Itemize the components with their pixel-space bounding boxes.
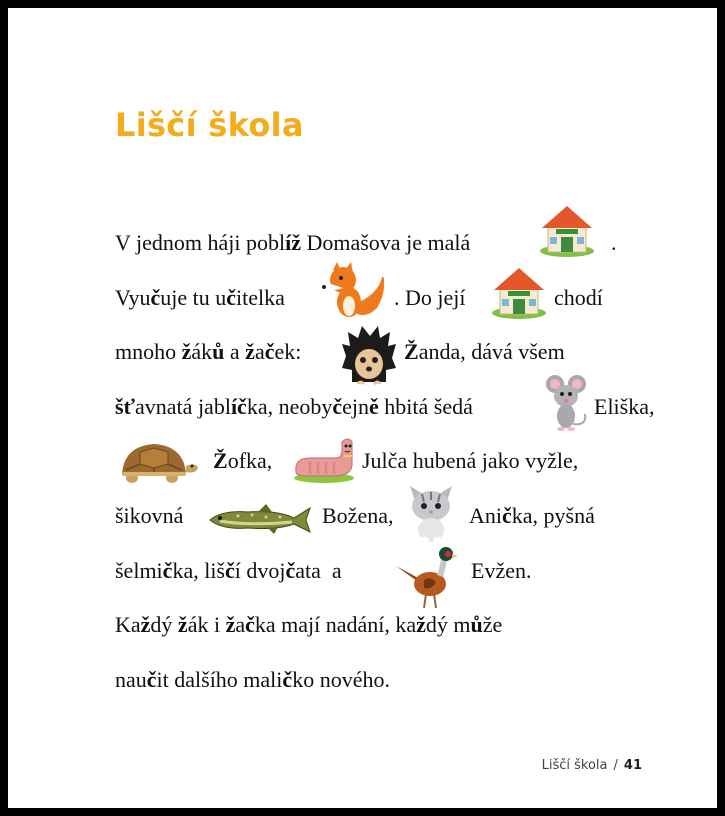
- page-number: 41: [623, 758, 642, 773]
- worm-icon: [290, 436, 358, 484]
- hedgehog-icon: [342, 326, 396, 388]
- book-page: [8, 8, 717, 808]
- text-line-2: Vyučuje tu učitelka: [115, 285, 285, 310]
- text-line-2-end: chodí: [554, 285, 603, 310]
- text-line-1-end: .: [611, 230, 617, 255]
- pheasant-icon: [394, 546, 460, 612]
- house-icon-2: [490, 266, 548, 320]
- text-line-2-mid: . Do její: [394, 285, 466, 310]
- text-line-6-end: Anička, pyšná: [469, 503, 595, 528]
- text-line-9: naučit dalšího maličko nového.: [115, 667, 390, 692]
- mouse-icon: [545, 374, 589, 432]
- turtle-icon: [116, 440, 200, 486]
- text-line-1: V jednom háji poblíž Domašova je malá: [115, 230, 471, 255]
- page-title: Liščí škola: [115, 106, 304, 144]
- text-line-7: šelmička, liščí dvojčata a: [115, 558, 342, 583]
- footer-section-title: Liščí škola: [541, 758, 608, 773]
- text-line-7-end: Evžen.: [471, 558, 532, 583]
- text-line-5: Žofka,: [213, 448, 273, 473]
- text-line-8: Každý žák i žačka mají nadání, každý může: [115, 612, 503, 637]
- text-line-6: šikovná: [115, 503, 184, 528]
- text-line-4-end: Eliška,: [594, 394, 655, 419]
- text-line-5-end: Julča hubená jako vyžle,: [362, 448, 579, 473]
- house-icon: [538, 204, 596, 258]
- footer-separator: /: [613, 758, 618, 773]
- cat-icon: [404, 482, 458, 544]
- pike-fish-icon: [208, 502, 312, 536]
- text-line-4: šťavnatá jablíčka, neobyčejně hbitá šedá: [115, 394, 473, 419]
- fox-icon: [321, 262, 389, 320]
- text-line-6-mid: Božena,: [322, 503, 394, 528]
- page-footer: [542, 758, 642, 773]
- text-line-3: mnoho žáků a žaček:: [115, 339, 302, 364]
- text-line-3-end: Žanda, dává všem: [404, 339, 565, 364]
